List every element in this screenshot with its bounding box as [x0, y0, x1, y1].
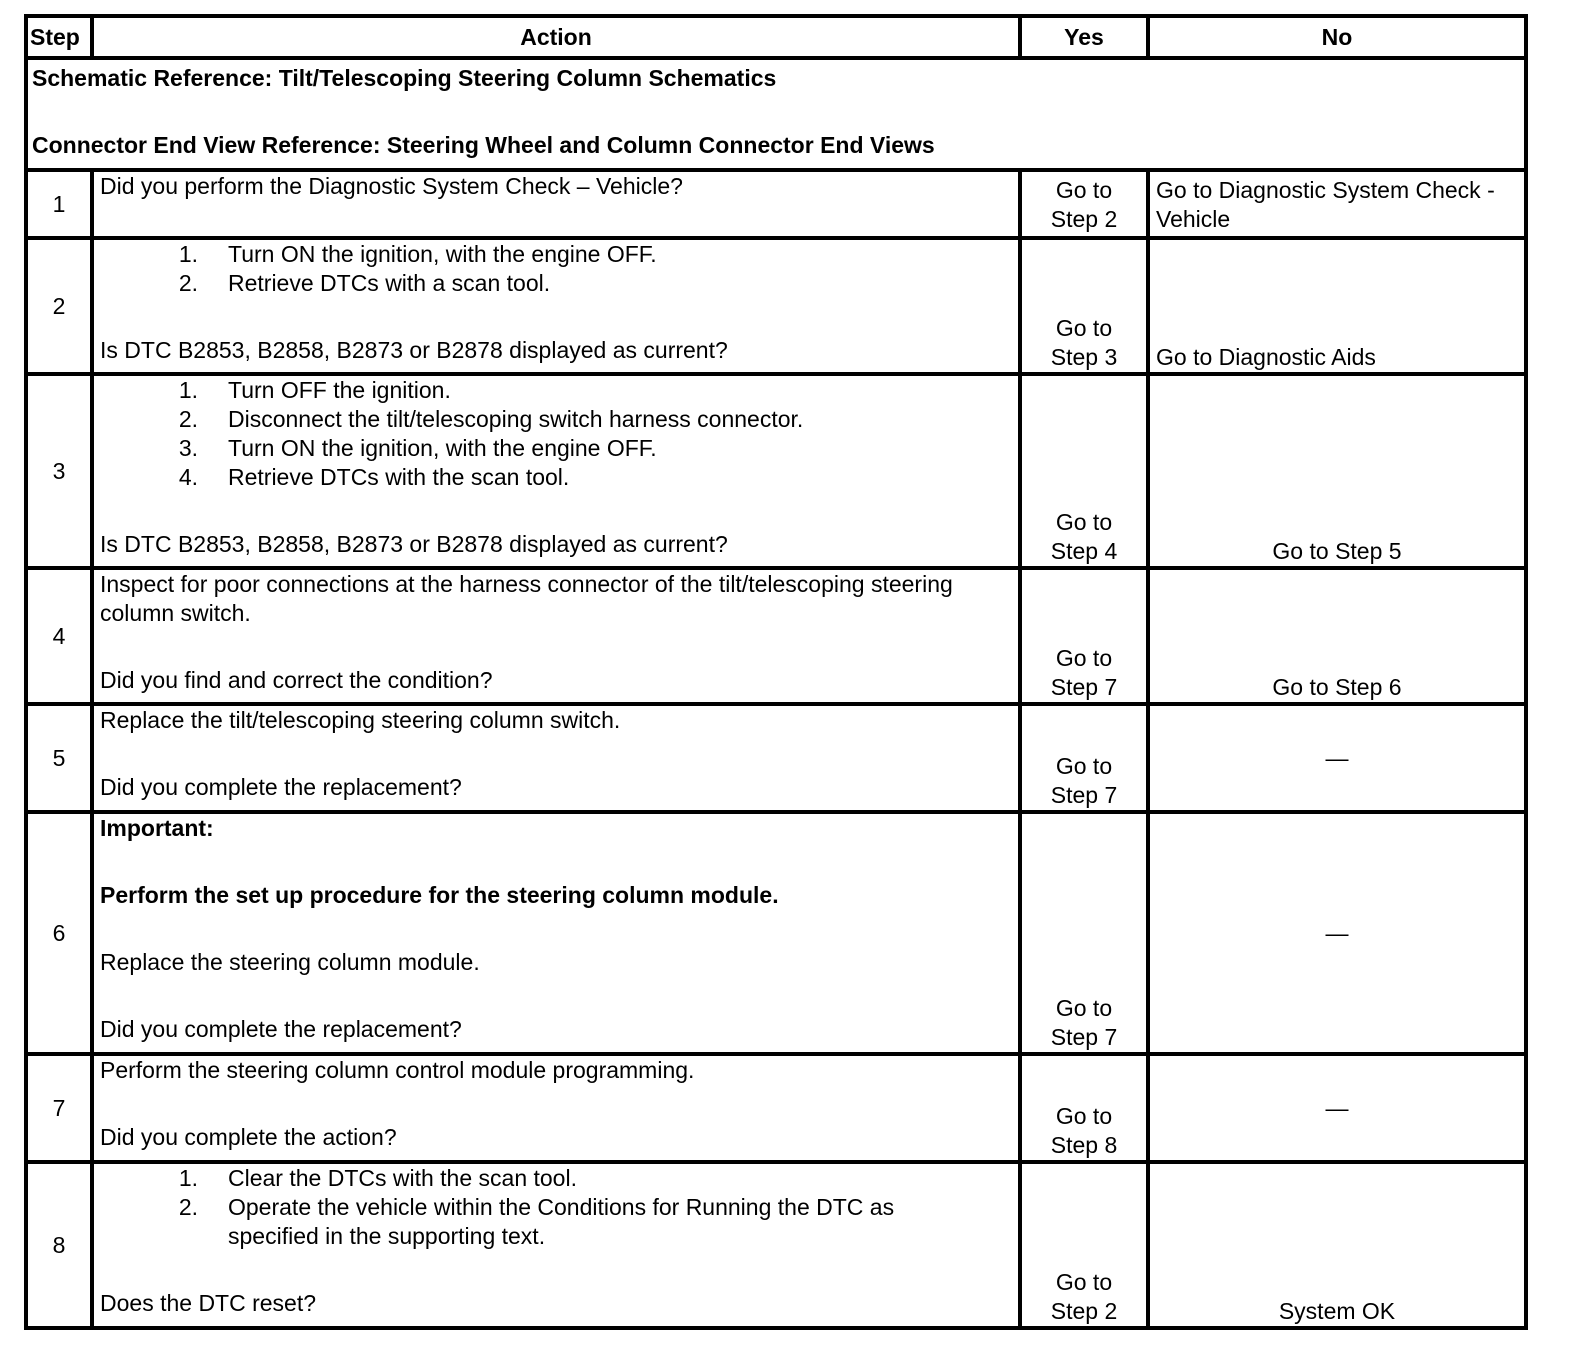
step-number: 4 — [26, 568, 92, 704]
procedure-list — [100, 1164, 1012, 1251]
list-item: 1. Turn ON the ignition, with the engine OFF. — [178, 241, 657, 267]
list-item: 1. Clear the DTCs with the scan tool. — [178, 1165, 577, 1191]
procedure-list — [100, 376, 1012, 492]
table-row — [26, 704, 1526, 812]
action-cell — [92, 1162, 1020, 1328]
instruction-text: Perform the steering column control module programming. — [100, 1057, 695, 1083]
instruction-text: Replace the tilt/telescoping steering column switch. — [100, 707, 621, 733]
yes-cell: Go to Step 2 — [1020, 1162, 1148, 1328]
table-row — [26, 1054, 1526, 1162]
no-cell: Go to Step 6 — [1148, 568, 1526, 704]
no-cell: Go to Diagnostic System Check - Vehicle — [1148, 170, 1526, 238]
important-label: Important: — [100, 815, 214, 841]
reference-row — [26, 58, 1526, 170]
diagnostic-table — [24, 14, 1528, 1330]
schematic-reference: Schematic Reference: Tilt/Telescoping Steering Column Schematics — [32, 65, 777, 91]
table-row — [26, 238, 1526, 374]
no-cell: — — [1148, 1054, 1526, 1162]
question-text: Did you complete the action? — [100, 1124, 397, 1150]
action-cell — [92, 374, 1020, 568]
yes-cell: Go to Step 7 — [1020, 568, 1148, 704]
list-item: 4. Retrieve DTCs with the scan tool. — [178, 464, 570, 490]
question-text: Is DTC B2853, B2858, B2873 or B2878 displayed as current? — [100, 337, 728, 363]
important-text: Perform the set up procedure for the steering column module. — [100, 882, 779, 908]
action-cell — [92, 238, 1020, 374]
question-text: Did you complete the replacement? — [100, 1016, 462, 1042]
step-number: 3 — [26, 374, 92, 568]
no-cell: System OK — [1148, 1162, 1526, 1328]
question-text: Did you perform the Diagnostic System Check – Vehicle? — [100, 173, 683, 199]
list-item: 1. Turn OFF the ignition. — [178, 377, 451, 403]
yes-cell: Go to Step 7 — [1020, 812, 1148, 1054]
header-row — [26, 16, 1526, 58]
header-yes: Yes — [1020, 16, 1148, 58]
table-row — [26, 568, 1526, 704]
action-cell — [92, 170, 1020, 238]
table-row — [26, 1162, 1526, 1328]
question-text: Is DTC B2853, B2858, B2873 or B2878 displayed as current? — [100, 531, 728, 557]
question-text: Did you find and correct the condition? — [100, 667, 493, 693]
instruction-text: Replace the steering column module. — [100, 949, 480, 975]
list-item: 2. Retrieve DTCs with a scan tool. — [178, 270, 551, 296]
table-row — [26, 170, 1526, 238]
yes-cell: Go to Step 7 — [1020, 704, 1148, 812]
no-cell: Go to Diagnostic Aids — [1148, 238, 1526, 374]
no-cell: Go to Step 5 — [1148, 374, 1526, 568]
table-row — [26, 812, 1526, 1054]
yes-cell: Go to Step 4 — [1020, 374, 1148, 568]
list-item: 2. Operate the vehicle within the Conditions for Running the DTC as specified in the supporting text. — [178, 1194, 895, 1249]
header-step: Step — [26, 16, 92, 58]
instruction-text: Inspect for poor connections at the harness connector of the tilt/telescoping steering column switch. — [100, 571, 953, 626]
question-text: Does the DTC reset? — [100, 1290, 317, 1316]
yes-cell: Go to Step 3 — [1020, 238, 1148, 374]
procedure-list — [100, 240, 1012, 298]
header-action: Action — [92, 16, 1020, 58]
no-cell: — — [1148, 704, 1526, 812]
yes-cell: Go to Step 2 — [1020, 170, 1148, 238]
action-cell — [92, 1054, 1020, 1162]
list-item: 3. Turn ON the ignition, with the engine OFF. — [178, 435, 657, 461]
step-number: 8 — [26, 1162, 92, 1328]
step-number: 5 — [26, 704, 92, 812]
yes-cell: Go to Step 8 — [1020, 1054, 1148, 1162]
list-item: 2. Disconnect the tilt/telescoping switch harness connector. — [178, 406, 804, 432]
question-text: Did you complete the replacement? — [100, 774, 462, 800]
action-cell — [92, 704, 1020, 812]
action-cell — [92, 568, 1020, 704]
action-cell — [92, 812, 1020, 1054]
header-no: No — [1148, 16, 1526, 58]
table-row — [26, 374, 1526, 568]
step-number: 1 — [26, 170, 92, 238]
step-number: 7 — [26, 1054, 92, 1162]
connector-reference: Connector End View Reference: Steering Wheel and Column Connector End Views — [32, 132, 935, 158]
no-cell: — — [1148, 812, 1526, 1054]
step-number: 6 — [26, 812, 92, 1054]
step-number: 2 — [26, 238, 92, 374]
